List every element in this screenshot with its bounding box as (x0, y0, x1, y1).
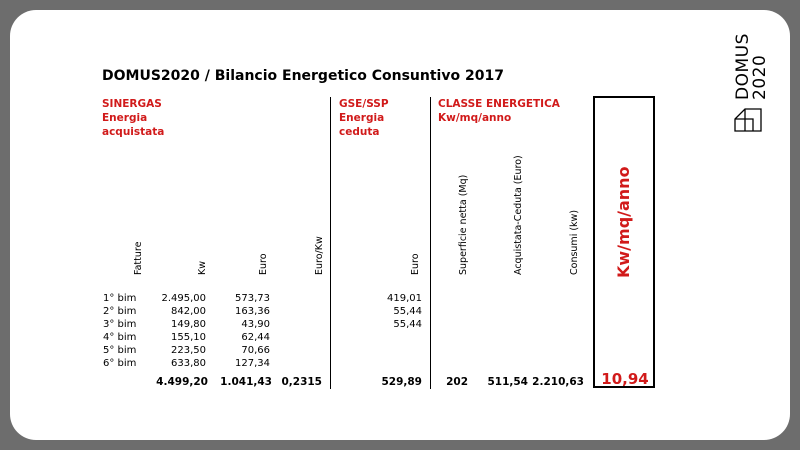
total-euro: 1.041,43 (220, 376, 272, 388)
total-kw: 4.499,20 (156, 376, 208, 388)
header-euro: Euro (258, 253, 269, 275)
house-outline-icon (733, 105, 763, 135)
header-kw-mq-anno: Kw/mq/anno (614, 166, 633, 278)
total-euro-kw: 0,2315 (281, 376, 322, 388)
total-consumi: 2.210,63 (532, 376, 584, 388)
header-consumi: Consumi (kw) (569, 209, 580, 275)
separator-1 (330, 97, 331, 389)
section-gse: GSE/SSP Energia ceduta (339, 98, 389, 138)
result-value: 10,94 (601, 370, 649, 388)
section-sinergas: SINERGAS Energia acquistata (102, 98, 165, 138)
separator-2 (430, 97, 431, 389)
header-gse-euro: Euro (410, 253, 421, 275)
total-acquistata-ceduta: 511,54 (487, 376, 528, 388)
header-acquistata-ceduta: Acquistata-Ceduta (Euro) (513, 155, 524, 275)
total-gse-euro: 529,89 (381, 376, 422, 388)
header-fatture: Fatture (133, 241, 144, 275)
logo-line1: DOMUS (733, 33, 753, 100)
section-classe: CLASSE ENERGETICA Kw/mq/anno (438, 98, 560, 124)
total-superficie: 202 (446, 376, 468, 388)
header-kw: Kw (197, 261, 208, 275)
logo-line2: 2020 (750, 54, 770, 100)
header-superficie: Superficie netta (Mq) (458, 174, 469, 275)
header-euro-kw: Euro/Kw (314, 236, 325, 275)
page-title: DOMUS2020 / Bilancio Energetico Consuntivo 2017 (102, 68, 504, 84)
